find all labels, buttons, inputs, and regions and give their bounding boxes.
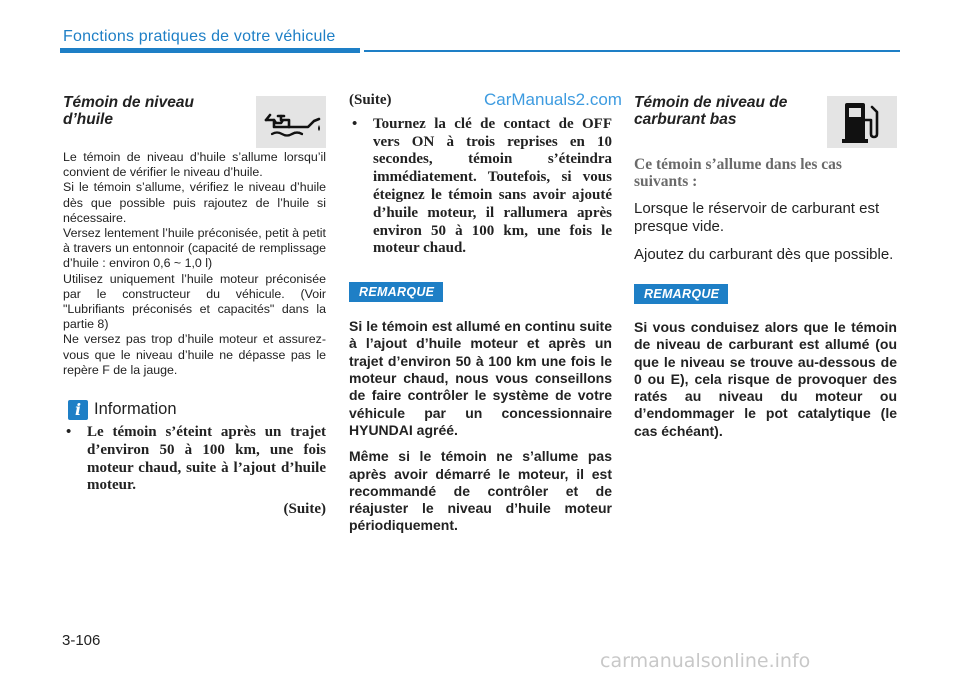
- continued-label: (Suite): [349, 92, 392, 108]
- paragraph: Ne versez pas trop d’huile moteur et assurez-vous que le niveau d’huile ne dépasse pas le repère F de la jauge.: [63, 332, 326, 377]
- watermark: CarManuals2.com: [484, 90, 622, 109]
- intro-text: Ce témoin s’allume dans les cas suivants :: [634, 156, 842, 190]
- bullet-text: Tournez la clé de contact de OFF vers ON à trois reprises en 10 secondes, témoin s’éteindra immédiatement. Toutefois, si vous éteignez le témoin sans avoir ajouté d’huile moteur, il rallumera après environ 50 à 100 km, une fois le moteur chaud.: [373, 115, 612, 257]
- bullet-dot: •: [352, 115, 358, 132]
- section-header: [634, 92, 897, 150]
- bullet-text: Le témoin s’éteint après un trajet d’environ 50 à 100 km, une fois moteur chaud, suite à l’ajout d’huile moteur.: [87, 424, 326, 494]
- section-header: [63, 92, 326, 150]
- section-heading: Témoin de niveau de carburant bas: [634, 94, 788, 128]
- info-icon: i: [68, 400, 88, 420]
- section-title: Fonctions pratiques de votre véhicule: [63, 28, 336, 45]
- paragraph: Lorsque le réservoir de carburant est presque vide.: [634, 200, 880, 235]
- paragraph: Utilisez uniquement l’huile moteur préconisée par le constructeur du véhicule. (Voir "Lubrifiants préconisés et capacités" dans la partie 8): [63, 271, 326, 332]
- site-watermark: carmanualsonline.info: [600, 650, 811, 672]
- information-header: [63, 398, 326, 424]
- info-bullet: [63, 424, 326, 495]
- paragraph: Le témoin de niveau d’huile s’allume lorsqu’il convient de vérifier le niveau d’huile.: [63, 150, 326, 180]
- column-continued: [349, 92, 612, 535]
- column-oil-warning: [63, 92, 326, 519]
- header-rule: [60, 48, 360, 53]
- note-paragraph: Si vous conduisez alors que le témoin de niveau de carburant est allumé (ou que le niveau se trouve au-dessous de 0 ou E), cela risque de provoquer des ratés au niveau du moteur ou d’endommager le pot catalytique (le cas échéant).: [634, 319, 897, 439]
- page-number: 3-106: [62, 632, 101, 649]
- note-paragraph: Si le témoin est allumé en continu suite à l’ajout d’huile moteur et après un trajet d’environ 50 à 100 km une fois le moteur chaud, nous vous conseillons de faire contrôler le système de votre véhicule par un concessionnaire HYUNDAI agréé.: [349, 318, 612, 438]
- section-heading: Témoin de niveau d’huile: [63, 94, 194, 128]
- remarque-badge: REMARQUE: [634, 284, 728, 304]
- paragraph: Si le témoin s’allume, vérifiez le niveau d’huile dès que possible puis rajoutez de l’huile si nécessaire.: [63, 180, 326, 225]
- column-fuel-warning: [634, 92, 897, 440]
- paragraph: Versez lentement l’huile préconisée, petit à petit à travers un entonnoir (capacité de remplissage d’huile : environ 0,6 ~ 1,0 l): [63, 226, 326, 271]
- note-paragraph: Même si le témoin ne s’allume pas après avoir démarré le moteur, il est recommandé de contrôler et de réajuster le niveau d’huile moteur périodiquement.: [349, 448, 612, 534]
- fuel-pump-icon: [827, 96, 897, 148]
- continued-bullet: [349, 116, 612, 258]
- information-label: Information: [94, 400, 177, 419]
- remarque-badge: REMARQUE: [349, 282, 443, 302]
- header-rule-thin: [364, 50, 900, 52]
- oil-can-icon: [256, 96, 326, 148]
- bullet-dot: •: [66, 424, 72, 441]
- continued-label: (Suite): [283, 501, 326, 518]
- paragraph: Ajoutez du carburant dès que possible.: [634, 246, 894, 263]
